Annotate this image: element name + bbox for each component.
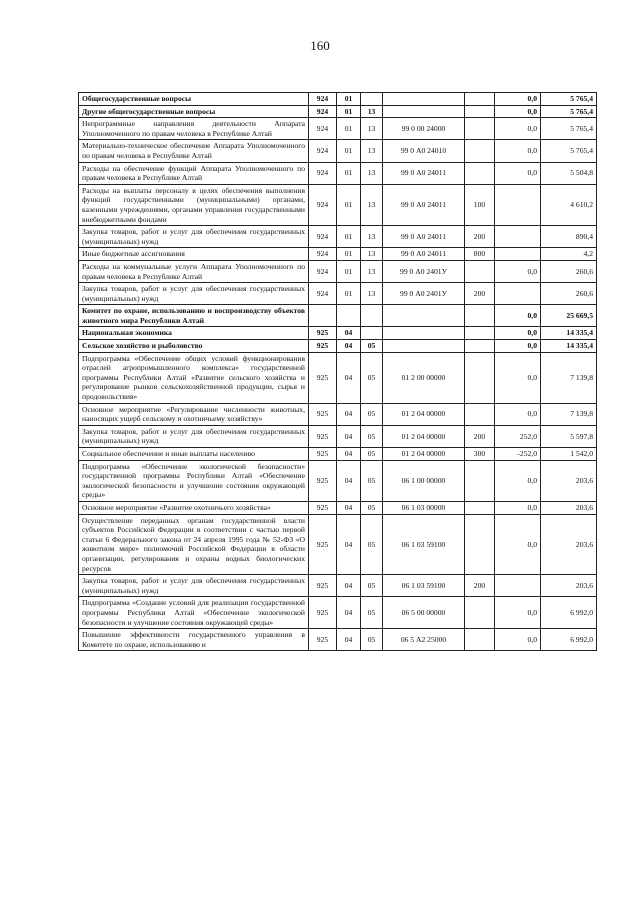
row-name-cell: Комитет по охране, использованию и воспроизводству объектов животного мира Республики Алтай	[79, 305, 309, 327]
change-amount-cell: 0,0	[495, 93, 541, 106]
table-row	[79, 448, 597, 461]
change-amount-cell: 0,0	[495, 460, 541, 501]
target-article-cell: 06 1 03 59100	[383, 575, 465, 597]
section-code-cell: 01	[337, 226, 361, 248]
change-amount-cell: 0,0	[495, 327, 541, 340]
change-amount-cell: -252,0	[495, 448, 541, 461]
change-amount-cell: 0,0	[495, 118, 541, 140]
target-article-cell: 06 1 03 00000	[383, 501, 465, 514]
target-article-cell: 06 5 00 00000	[383, 597, 465, 629]
total-amount-cell: 260,6	[541, 283, 597, 305]
target-article-cell: 01 2 04 00000	[383, 425, 465, 447]
change-amount-cell: 0,0	[495, 629, 541, 651]
total-amount-cell: 6 992,0	[541, 597, 597, 629]
row-name-cell: Сельское хозяйство и рыболовство	[79, 340, 309, 353]
total-amount-cell: 4 610,2	[541, 184, 597, 225]
subsection-code-cell: 05	[361, 575, 383, 597]
total-amount-cell: 5 765,4	[541, 93, 597, 106]
subsection-code-cell: 13	[361, 226, 383, 248]
total-amount-cell: 7 139,8	[541, 352, 597, 403]
row-name-cell: Иные бюджетные ассигнования	[79, 248, 309, 261]
expense-type-cell	[465, 501, 495, 514]
expense-type-cell	[465, 305, 495, 327]
subsection-code-cell	[361, 93, 383, 106]
expense-type-cell	[465, 327, 495, 340]
expense-type-cell: 200	[465, 575, 495, 597]
table-row	[79, 514, 597, 575]
section-code-cell: 04	[337, 501, 361, 514]
row-name-cell: Основное мероприятие «Регулирование численности животных, наносящих ущерб сельскому и охотничьему хозяйству»	[79, 403, 309, 425]
section-code-cell: 04	[337, 425, 361, 447]
change-amount-cell: 0,0	[495, 162, 541, 184]
target-article-cell: 99 0 А0 2401У	[383, 283, 465, 305]
table-row	[79, 597, 597, 629]
table-row	[79, 425, 597, 447]
subsection-code-cell: 13	[361, 162, 383, 184]
row-name-cell: Расходы на обеспечение функций Аппарата Уполномоченного по правам человека в Республике Алтай	[79, 162, 309, 184]
change-amount-cell	[495, 226, 541, 248]
table-row	[79, 352, 597, 403]
expense-type-cell	[465, 629, 495, 651]
ved-code-cell: 925	[309, 340, 337, 353]
target-article-cell: 06 1 00 00000	[383, 460, 465, 501]
expense-type-cell	[465, 105, 495, 118]
subsection-code-cell: 13	[361, 118, 383, 140]
table-row	[79, 184, 597, 225]
ved-code-cell: 924	[309, 118, 337, 140]
target-article-cell: 99 0 А0 24011	[383, 226, 465, 248]
expense-type-cell: 200	[465, 283, 495, 305]
row-name-cell: Осуществление переданных органам государственной власти субъектов Российской Федерации в соответствии с частью первой статьи 6 Федерального закона от 24 апреля 1995 года № 52-ФЗ «О животном мире» полномочий Российской Федерации в области организации, регулирования и охраны водных биологических ресурсов	[79, 514, 309, 575]
section-code-cell: 04	[337, 403, 361, 425]
subsection-code-cell: 13	[361, 260, 383, 282]
ved-code-cell: 924	[309, 105, 337, 118]
expense-type-cell: 100	[465, 184, 495, 225]
ved-code-cell: 925	[309, 514, 337, 575]
target-article-cell: 99 0 00 24000	[383, 118, 465, 140]
change-amount-cell: 0,0	[495, 140, 541, 162]
table-row	[79, 629, 597, 651]
target-article-cell: 99 0 А0 24011	[383, 248, 465, 261]
expense-type-cell	[465, 260, 495, 282]
total-amount-cell: 14 335,4	[541, 340, 597, 353]
target-article-cell: 99 0 А0 2401У	[383, 260, 465, 282]
target-article-cell	[383, 305, 465, 327]
change-amount-cell	[495, 283, 541, 305]
ved-code-cell: 925	[309, 448, 337, 461]
subsection-code-cell	[361, 305, 383, 327]
subsection-code-cell: 05	[361, 629, 383, 651]
total-amount-cell: 14 335,4	[541, 327, 597, 340]
table-row	[79, 460, 597, 501]
row-name-cell: Подпрограмма «Обеспечение экологической безопасности» государственной программы Республики Алтай «Обеспечение экологической безопасности и улучшение состояния окружающей среды»	[79, 460, 309, 501]
expense-type-cell: 800	[465, 248, 495, 261]
row-name-cell: Подпрограмма «Обеспечение общих условий функционирования отраслей агропромышленного комплекса» государственной программы Республики Алтай «Развитие сельского хозяйства и регулирование рынков сельскохозяйственной продукции, сырья и продовольствия»	[79, 352, 309, 403]
ved-code-cell: 924	[309, 162, 337, 184]
ved-code-cell: 925	[309, 629, 337, 651]
expense-type-cell	[465, 340, 495, 353]
target-article-cell	[383, 105, 465, 118]
section-code-cell: 04	[337, 629, 361, 651]
expense-type-cell: 200	[465, 226, 495, 248]
ved-code-cell: 924	[309, 248, 337, 261]
section-code-cell: 04	[337, 575, 361, 597]
expense-type-cell	[465, 118, 495, 140]
section-code-cell: 01	[337, 162, 361, 184]
total-amount-cell: 890,4	[541, 226, 597, 248]
table-row	[79, 105, 597, 118]
expense-type-cell	[465, 514, 495, 575]
subsection-code-cell: 13	[361, 283, 383, 305]
total-amount-cell: 4,2	[541, 248, 597, 261]
subsection-code-cell: 05	[361, 352, 383, 403]
section-code-cell: 01	[337, 260, 361, 282]
target-article-cell	[383, 340, 465, 353]
ved-code-cell: 925	[309, 403, 337, 425]
row-name-cell: Закупка товаров, работ и услуг для обеспечения государственных (муниципальных) нужд	[79, 575, 309, 597]
expense-type-cell	[465, 162, 495, 184]
change-amount-cell	[495, 248, 541, 261]
target-article-cell	[383, 327, 465, 340]
target-article-cell: 99 0 А0 24010	[383, 140, 465, 162]
total-amount-cell: 203,6	[541, 460, 597, 501]
section-code-cell: 04	[337, 352, 361, 403]
row-name-cell: Закупка товаров, работ и услуг для обеспечения государственных (муниципальных) нужд	[79, 226, 309, 248]
total-amount-cell: 203,6	[541, 575, 597, 597]
table-row	[79, 501, 597, 514]
total-amount-cell: 6 992,0	[541, 629, 597, 651]
total-amount-cell: 25 669,5	[541, 305, 597, 327]
total-amount-cell: 5 504,8	[541, 162, 597, 184]
change-amount-cell: 0,0	[495, 352, 541, 403]
expense-type-cell	[465, 403, 495, 425]
ved-code-cell: 924	[309, 260, 337, 282]
ved-code-cell: 925	[309, 327, 337, 340]
total-amount-cell: 5 765,4	[541, 105, 597, 118]
ved-code-cell: 924	[309, 184, 337, 225]
change-amount-cell	[495, 575, 541, 597]
table-row	[79, 118, 597, 140]
change-amount-cell: 0,0	[495, 597, 541, 629]
expense-type-cell	[465, 93, 495, 106]
subsection-code-cell: 05	[361, 425, 383, 447]
row-name-cell: Расходы на коммунальные услуги Аппарата Уполномоченного по правам человека в Республике Алтай	[79, 260, 309, 282]
section-code-cell: 01	[337, 248, 361, 261]
section-code-cell: 04	[337, 340, 361, 353]
row-name-cell: Другие общегосударственные вопросы	[79, 105, 309, 118]
expense-type-cell	[465, 460, 495, 501]
section-code-cell: 01	[337, 118, 361, 140]
ved-code-cell: 925	[309, 597, 337, 629]
subsection-code-cell: 05	[361, 514, 383, 575]
expense-type-cell: 200	[465, 425, 495, 447]
row-name-cell: Расходы на выплаты персоналу в целях обеспечения выполнения функций государственными (муниципальными) органами, казенными учреждениями, органами управления государственными внебюджетными фондами	[79, 184, 309, 225]
subsection-code-cell: 13	[361, 184, 383, 225]
section-code-cell: 01	[337, 93, 361, 106]
subsection-code-cell	[361, 327, 383, 340]
page-number: 160	[310, 38, 330, 53]
table-row	[79, 403, 597, 425]
change-amount-cell: 252,0	[495, 425, 541, 447]
row-name-cell: Повышение эффективности государственного управления в Комитете по охране, использованию и	[79, 629, 309, 651]
subsection-code-cell: 05	[361, 597, 383, 629]
section-code-cell: 04	[337, 597, 361, 629]
total-amount-cell: 7 139,8	[541, 403, 597, 425]
total-amount-cell: 5 765,4	[541, 140, 597, 162]
table-row	[79, 340, 597, 353]
change-amount-cell: 0,0	[495, 260, 541, 282]
total-amount-cell: 1 542,0	[541, 448, 597, 461]
target-article-cell: 01 2 00 00000	[383, 352, 465, 403]
ved-code-cell: 925	[309, 460, 337, 501]
total-amount-cell: 203,6	[541, 501, 597, 514]
ved-code-cell: 925	[309, 575, 337, 597]
expense-type-cell	[465, 140, 495, 162]
target-article-cell: 99 0 А0 24011	[383, 184, 465, 225]
target-article-cell	[383, 93, 465, 106]
table-row	[79, 248, 597, 261]
section-code-cell	[337, 305, 361, 327]
row-name-cell: Социальное обеспечение и иные выплаты населению	[79, 448, 309, 461]
total-amount-cell: 5 597,8	[541, 425, 597, 447]
expense-type-cell	[465, 597, 495, 629]
subsection-code-cell: 05	[361, 403, 383, 425]
row-name-cell: Национальная экономика	[79, 327, 309, 340]
ved-code-cell: 924	[309, 283, 337, 305]
total-amount-cell: 5 765,4	[541, 118, 597, 140]
change-amount-cell: 0,0	[495, 403, 541, 425]
row-name-cell: Общегосударственные вопросы	[79, 93, 309, 106]
subsection-code-cell: 05	[361, 448, 383, 461]
row-name-cell: Непрограммные направления деятельности Аппарата Уполномоченного по правам человека в Республике Алтай	[79, 118, 309, 140]
row-name-cell: Закупка товаров, работ и услуг для обеспечения государственных (муниципальных) нужд	[79, 283, 309, 305]
subsection-code-cell: 05	[361, 340, 383, 353]
row-name-cell: Закупка товаров, работ и услуг для обеспечения государственных (муниципальных) нужд	[79, 425, 309, 447]
ved-code-cell: 925	[309, 352, 337, 403]
subsection-code-cell: 13	[361, 105, 383, 118]
target-article-cell: 01 2 04 00000	[383, 448, 465, 461]
table-row	[79, 226, 597, 248]
change-amount-cell: 0,0	[495, 305, 541, 327]
table-row	[79, 162, 597, 184]
ved-code-cell: 925	[309, 501, 337, 514]
ved-code-cell	[309, 305, 337, 327]
change-amount-cell: 0,0	[495, 514, 541, 575]
expense-type-cell: 300	[465, 448, 495, 461]
subsection-code-cell: 05	[361, 460, 383, 501]
table-row	[79, 327, 597, 340]
table-row	[79, 575, 597, 597]
target-article-cell: 99 0 А0 24011	[383, 162, 465, 184]
change-amount-cell: 0,0	[495, 105, 541, 118]
table-body	[79, 93, 597, 651]
section-code-cell: 01	[337, 140, 361, 162]
subsection-code-cell: 05	[361, 501, 383, 514]
ved-code-cell: 924	[309, 226, 337, 248]
row-name-cell: Подпрограмма «Создание условий для реализации государственной программы Республики Алтай «Обеспечение экологической безопасности и улучшение состояния окружающей среды»	[79, 597, 309, 629]
ved-code-cell: 924	[309, 140, 337, 162]
target-article-cell: 01 2 04 00000	[383, 403, 465, 425]
ved-code-cell: 925	[309, 425, 337, 447]
section-code-cell: 01	[337, 184, 361, 225]
budget-table	[78, 92, 597, 651]
row-name-cell: Материально-техническое обеспечение Аппарата Уполномоченного по правам человека в Республике Алтай	[79, 140, 309, 162]
table-row	[79, 305, 597, 327]
change-amount-cell: 0,0	[495, 340, 541, 353]
section-code-cell: 04	[337, 327, 361, 340]
subsection-code-cell: 13	[361, 140, 383, 162]
section-code-cell: 04	[337, 460, 361, 501]
row-name-cell: Основное мероприятие «Развитие охотничьего хозяйства»	[79, 501, 309, 514]
section-code-cell: 04	[337, 448, 361, 461]
total-amount-cell: 260,6	[541, 260, 597, 282]
total-amount-cell: 203,6	[541, 514, 597, 575]
expense-type-cell	[465, 352, 495, 403]
change-amount-cell: 0,0	[495, 501, 541, 514]
target-article-cell: 06 5 А2 25000	[383, 629, 465, 651]
table-row	[79, 260, 597, 282]
table-row	[79, 140, 597, 162]
table-row	[79, 93, 597, 106]
target-article-cell: 06 1 03 59100	[383, 514, 465, 575]
section-code-cell: 01	[337, 283, 361, 305]
change-amount-cell	[495, 184, 541, 225]
section-code-cell: 01	[337, 105, 361, 118]
subsection-code-cell: 13	[361, 248, 383, 261]
section-code-cell: 04	[337, 514, 361, 575]
ved-code-cell: 924	[309, 93, 337, 106]
table-row	[79, 283, 597, 305]
